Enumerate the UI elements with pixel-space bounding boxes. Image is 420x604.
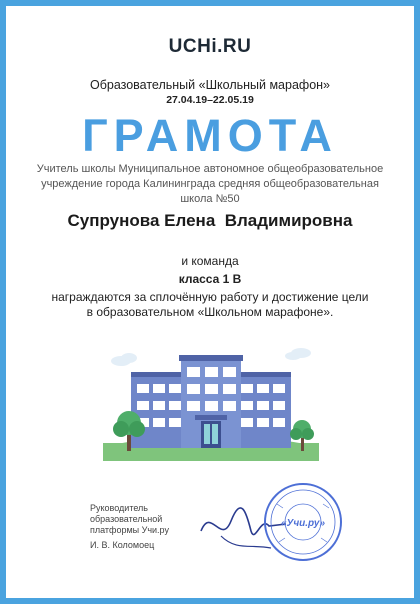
certificate-page xyxy=(6,6,414,598)
award-line-1: награждаются за сплочённую работу и достижение цели xyxy=(51,290,369,304)
signature-stamp xyxy=(191,476,351,571)
leader-name: И. В. Коломоец xyxy=(90,540,155,550)
teacher-line-3: школа №50 xyxy=(180,193,240,205)
stamp-text: «Учи.ру» xyxy=(280,518,326,529)
uchi-ru-logo: UCHi.RU xyxy=(168,36,252,57)
award-line-2: в образовательном «Школьном марафоне». xyxy=(86,305,334,319)
teacher-line-1: Учитель школы Муниципальное автономное общеобразовательное xyxy=(36,163,384,175)
leader-role-line-2: образовательной xyxy=(90,514,163,524)
entrance-canopy xyxy=(195,415,227,420)
team-text: и команда xyxy=(181,254,239,268)
handwritten-signature xyxy=(201,508,286,535)
round-stamp-seal xyxy=(265,484,341,560)
certificate-title: ГРАМОТА xyxy=(82,110,338,161)
teacher-line-2: учреждение города Калининграда средняя общеобразовательная xyxy=(41,178,379,190)
recipient-name: Супрунова Елена Владимировна xyxy=(67,211,353,230)
teacher-description xyxy=(26,162,394,207)
award-text xyxy=(26,290,394,320)
event-name: Образовательный «Школьный марафон» xyxy=(89,78,331,92)
leader-role-line-3: платформы Учи.ру xyxy=(90,525,169,535)
class-name: класса 1 В xyxy=(178,272,242,286)
school-building-illustration xyxy=(101,331,321,461)
event-dates: 27.04.19–22.05.19 xyxy=(166,94,254,106)
leader-role-line-1: Руководитель xyxy=(90,503,148,513)
leader-role xyxy=(90,503,169,536)
